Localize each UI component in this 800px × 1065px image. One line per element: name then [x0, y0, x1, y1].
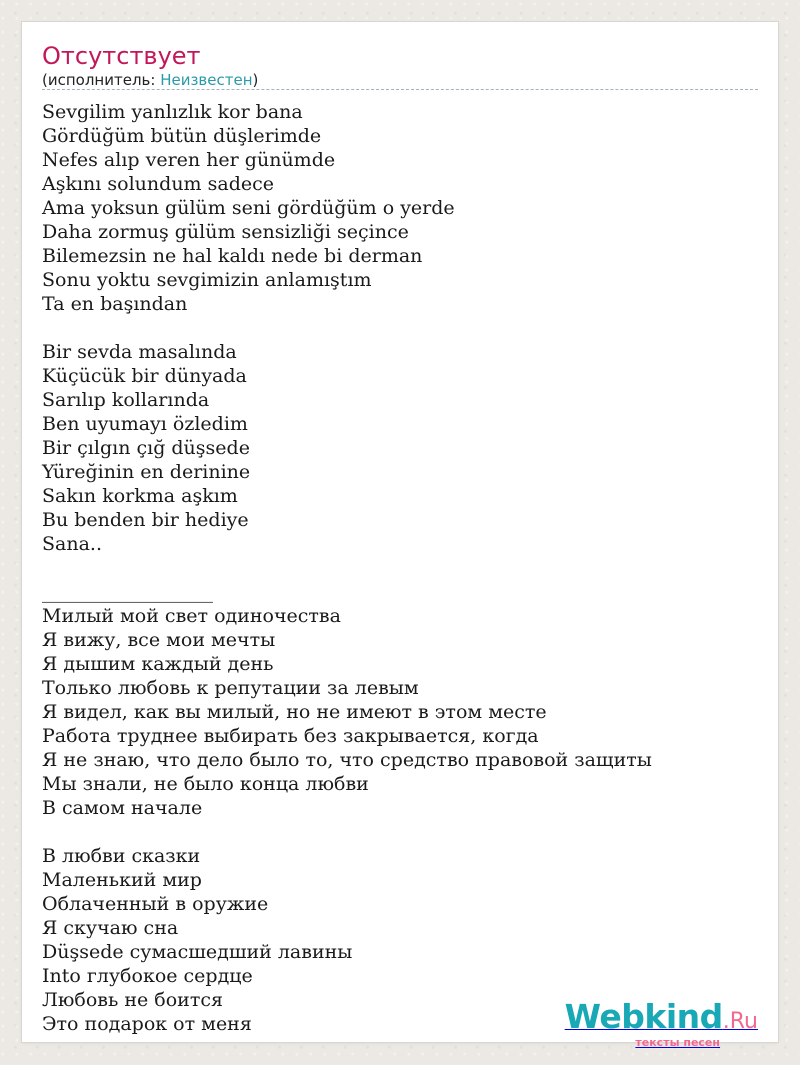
artist-prefix: (исполнитель:	[42, 71, 161, 89]
lyrics-card	[22, 22, 778, 1049]
song-title: Отсутствует	[42, 42, 201, 70]
header-divider	[42, 89, 758, 90]
logo-tld: .Ru	[722, 1009, 758, 1034]
logo-brand: Webkind	[564, 997, 723, 1036]
artist-suffix: )	[252, 71, 259, 89]
logo-wordmark	[564, 997, 758, 1040]
site-logo[interactable]	[564, 997, 758, 1049]
logo-tagline: тексты песен	[635, 1036, 720, 1049]
artist-link[interactable]: Неизвестен	[160, 71, 253, 89]
artist-line	[42, 70, 258, 90]
lyrics-text: Sevgilim yanlızlık kor bana Gördüğüm bütün düşlerimde Nefes alıp veren her günümde Aşkını solundum sadece Ama yoksun gülüm seni gördüğüm o yerde Daha zormuş gülüm sensizliği seçince Bilemezsin ne hal kaldı nede bi derman Sonu yoktu sevgimizin anlamıştım Ta en başından Bir sevda masalında Küçücük bir dünyada Sarılıp kollarında Ben uyumayı özledim Bir çılgın çığ düşsede Yüreğinin en derinine Sakın korkma aşkım Bu benden bir hediye Sana.. __________________ Милый мой свет одиночества Я вижу, все мои мечты Я дышим каждый день Только любовь к репутации за левым Я видел, как вы милый, но не имеют в этом месте Работа труднее выбирать без закрывается, когда Я не знаю, что дело было то, что средство правовой защиты Мы знали, не было конца любви В самом начале В любви сказки Маленький мир Облаченный в оружие Я скучаю сна Düşsede сумасшедший лавины Into глубокое сердце Любовь не боится Это подарок от меня	[42, 101, 652, 1035]
